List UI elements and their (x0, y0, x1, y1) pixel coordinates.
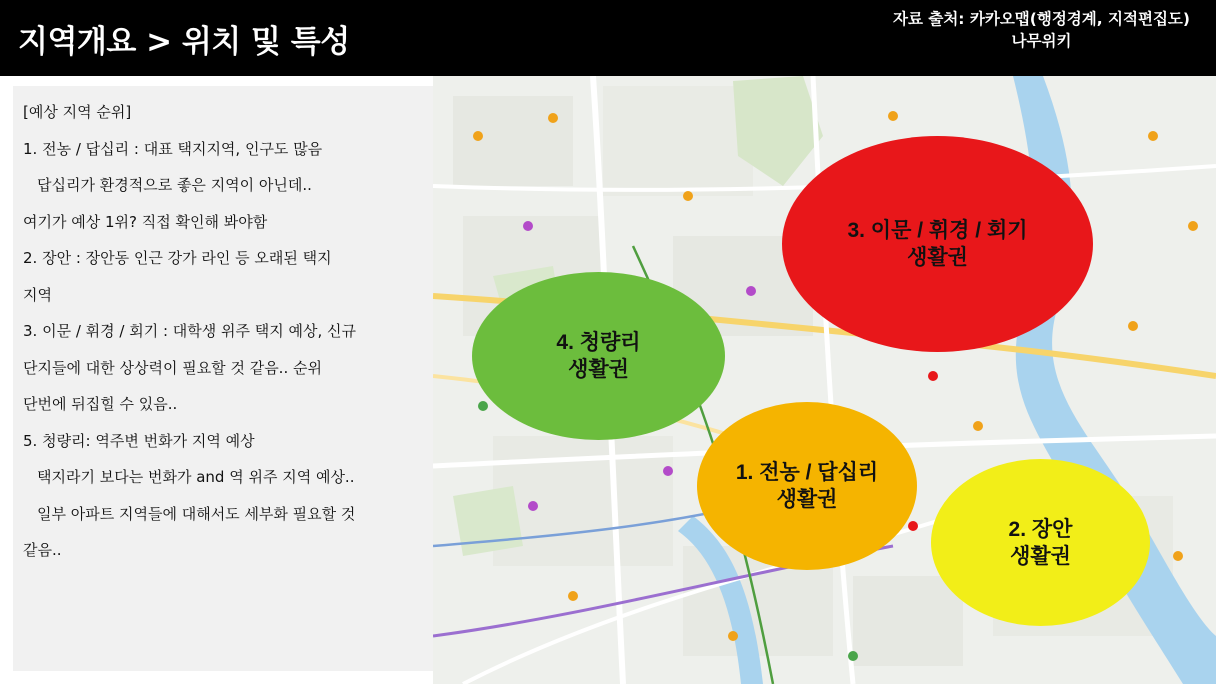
bubble-sublabel: 생활권 (1010, 544, 1071, 568)
bubble-sublabel: 생활권 (568, 358, 629, 381)
bubble-sublabel: 생활권 (907, 246, 968, 269)
notes-line: 5. 청량리: 역주변 번화가 지역 예상 (23, 431, 255, 450)
notes-line: 지역 (23, 285, 52, 304)
notes-line: 여기가 예상 1위? 직접 확인해 봐야함 (23, 212, 268, 231)
notes-heading: [예상 지역 순위] (23, 103, 132, 121)
cheongnyangni-zone-bubble (472, 272, 725, 440)
bubble-label: 4. 청량리 (556, 331, 641, 354)
source-credit (893, 8, 1190, 52)
bubble-label: 2. 장안 (1008, 517, 1073, 541)
bubble-sublabel: 생활권 (776, 488, 838, 511)
notes-line: 답십리가 환경적으로 좋은 지역이 아닌데.. (37, 176, 312, 194)
source-line-1: 자료 출처: 카카오맵(행정경계, 지적편집도) (893, 10, 1190, 28)
notes-line: 같음.. (23, 541, 62, 559)
notes-line: 택지라기 보다는 번화가 and 역 위주 지역 예상.. (37, 468, 355, 486)
notes-line: 단번에 뒤집힐 수 있음.. (23, 395, 178, 413)
jangan-zone-bubble (931, 459, 1150, 626)
source-line-2: 나무위키 (1011, 32, 1072, 50)
imun-hwigyeong-hoegi-zone-bubble (782, 136, 1093, 352)
notes-line: 일부 아파트 지역들에 대해서도 세부화 필요할 것 (37, 504, 356, 523)
notes-line: 3. 이문 / 휘경 / 회기 : 대학생 위주 택지 예상, 신규 (23, 322, 357, 340)
bubble-label: 3. 이문 / 휘경 / 회기 (847, 219, 1028, 242)
header-bar (0, 0, 1216, 76)
notes-line: 단지들에 대한 상상력이 필요할 것 같음.. 순위 (23, 358, 322, 377)
bubble-label: 1. 전농 / 답십리 (735, 461, 879, 484)
jeonnong-dapsimni-zone-bubble (697, 402, 917, 570)
notes-line: 2. 장안 : 장안동 인근 강가 라인 등 오래된 택지 (23, 249, 332, 267)
ranking-notes-panel (13, 86, 446, 671)
notes-line: 1. 전농 / 답십리 : 대표 택지지역, 인구도 많음 (23, 139, 323, 158)
page-title: 지역개요 > 위치 및 특성 (18, 24, 350, 60)
